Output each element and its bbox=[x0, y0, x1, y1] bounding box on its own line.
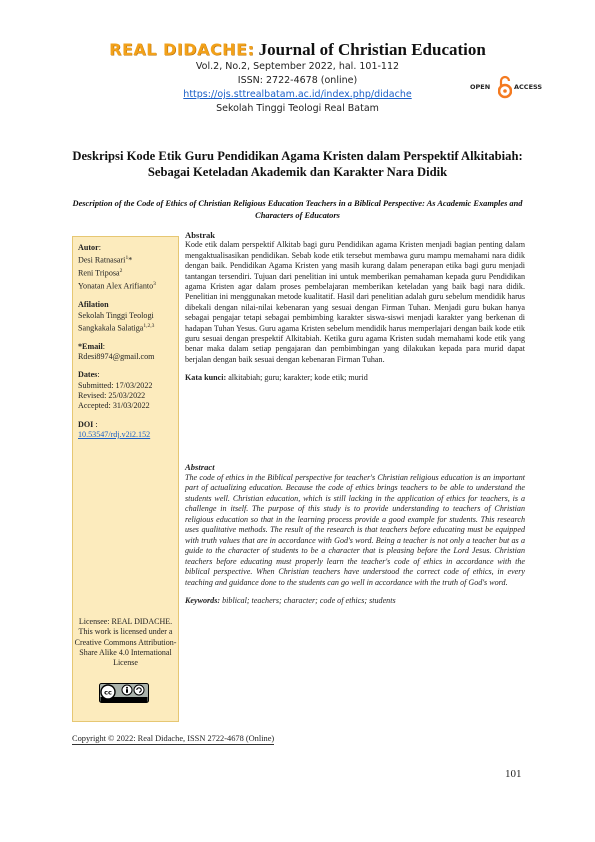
journal-header bbox=[0, 40, 595, 60]
institution-line: Sekolah Tinggi Teologi Real Batam bbox=[216, 103, 379, 114]
date-accepted: Accepted: 31/03/2022 bbox=[78, 401, 150, 411]
author-2: Reni Triposa$^2$ bbox=[78, 268, 123, 278]
open-access-access-text: ACCESS bbox=[514, 83, 543, 91]
affiliation-text: Sekolah Tinggi Teologi Sangkakala Salatiga$^{1,2,3}$ bbox=[78, 310, 155, 333]
journal-url-link[interactable]: https://ojs.sttrealbatam.ac.id/index.php/didache bbox=[183, 89, 412, 100]
issn-line: ISSN: 2722-4678 (online) bbox=[237, 75, 358, 86]
affiliation-heading: Afilation bbox=[78, 300, 109, 310]
abstrak-section bbox=[185, 230, 525, 384]
license-text: Licensee: REAL DIDACHE. This work is licensed under a Creative Commons Attribution-Share Alike 4.0 International License bbox=[74, 617, 177, 668]
article-info-sidebar bbox=[72, 236, 179, 722]
doi-link[interactable]: 10.53547/rdj.v2i2.152 bbox=[78, 429, 151, 439]
author-heading: Autor: bbox=[78, 243, 101, 252]
copyright-footer: Copyright © 2022: Real Didache, ISSN 2722-4678 (Online) bbox=[72, 734, 275, 743]
dates-heading: Dates: bbox=[78, 370, 100, 380]
email-address[interactable]: Rdesi8974@gmail.com bbox=[78, 352, 155, 362]
abstract-keywords: Keywords: biblical; teachers; character; code of ethics; students bbox=[185, 596, 396, 605]
doi-heading: DOI : bbox=[78, 419, 98, 429]
abstract-section bbox=[185, 462, 525, 607]
abstract-heading: Abstract bbox=[185, 462, 215, 472]
volume-line: Vol.2, No.2, September 2022, hal. 101-112 bbox=[195, 61, 400, 72]
journal-name: Journal of Christian Education bbox=[258, 40, 486, 59]
svg-text:cc: cc bbox=[104, 688, 112, 697]
abstrak-heading: Abstrak bbox=[185, 230, 216, 240]
date-revised: Revised: 25/03/2022 bbox=[78, 391, 146, 401]
email-heading: *Email: bbox=[78, 341, 105, 351]
paper-title: Deskripsi Kode Etik Guru Pendidikan Agama Kristen dalam Perspektif Alkitabiah: Sebagai Keteladan Akademik dan Karakter Nara Didik bbox=[72, 149, 523, 179]
author-1: Desi Ratnasari$^1$* bbox=[78, 255, 133, 265]
paper-subtitle: Description of the Code of Ethics of Christian Religious Education Teachers in a Biblical Perspective: As Academic Examples and Characters of Educators bbox=[72, 199, 523, 220]
abstrak-keywords: Kata kunci: alkitabiah; guru; karakter; kode etik; murid bbox=[185, 373, 368, 383]
open-lock-icon bbox=[498, 75, 512, 99]
cc-by-sa-icon[interactable] bbox=[99, 683, 149, 703]
journal-brand: REAL DIDACHE: bbox=[109, 40, 255, 59]
page-number: 101 bbox=[505, 768, 522, 780]
abstract-body: The code of ethics in the Biblical perspective for teacher's Christian religious education is an important part of actualizing education. Because the code of ethics brings teachers to be able to understand the students well. Christian education, which is still lacking in the application of ethics for teachers, is a challenge in itself. The purpose of this study is to provide understanding to teachers of Christian religious education so that in the learning process provide a good example for students. This research uses qualitative methods. The result of the research is that teachers before educating must be equipped with truth values that are in accordance with God's word. Being a teacher is not only a teacher but as a guide to the character of students to be a character that is pleasing before the Lord Jesus. Christian teachers before educating must properly learn the teacher's code of ethics in accordance with the biblical perspective. When Christian teachers have understood the correct code of ethics, in every teaching and guidance done to the students can go well in accordance with the truth of God's word. bbox=[185, 472, 525, 587]
open-access-logo bbox=[470, 75, 552, 99]
open-access-open-text: OPEN bbox=[470, 83, 491, 91]
author-3: Yonatan Alex Arifianto$^3$ bbox=[78, 281, 156, 291]
date-submitted: Submitted: 17/03/2022 bbox=[78, 380, 153, 390]
abstrak-body: Kode etik dalam perspektif Alkitab bagi guru Pendidikan agama Kristen menjadi bagian penting dalam mengaktualisasikan pendidikan. Sebab kode etik tersebut membawa guru mampu memahami nara didik dengan baik. Pendidikan Agama Kristen yang masih kurang dalam penerapan etika bagi guru menjadi tantangan tersendiri. Tujuan dari penelitian ini untuk memberikan pemahaman kepada guru Pendidikan agama Kristen agar dalam proses pembelajaran memberikan keteladan yang baik bagi nara didik. Penelitian ini menggunakan metode kualitatif. Hasil dari penelitian adalah guru sebelum mendidik harus dibekali dengan nilai-nilai kebenaran yang sesuai dengan Firman Tuhan. Menjadi guru bukan hanya sebagai pengajar tetapi sebagai pembimbing karakter siswa-siswi menjadi karakter yang berkenan di hadapan Tuhan Yesus. Guru agama Kristen sebelum mendidik harus memperlajari dengan baik kode etik guru sesuai dengan prespektif Alkitabiah. Ketika guru agama Kristen sudah memahami kode etik yang benar maka dalam setiap pengajaran dan pembimbingan yang dilakukan kepada para murid dapat berjalan dengan baik sesuai dengan kebenaran Firman Tuhan. bbox=[185, 240, 525, 364]
